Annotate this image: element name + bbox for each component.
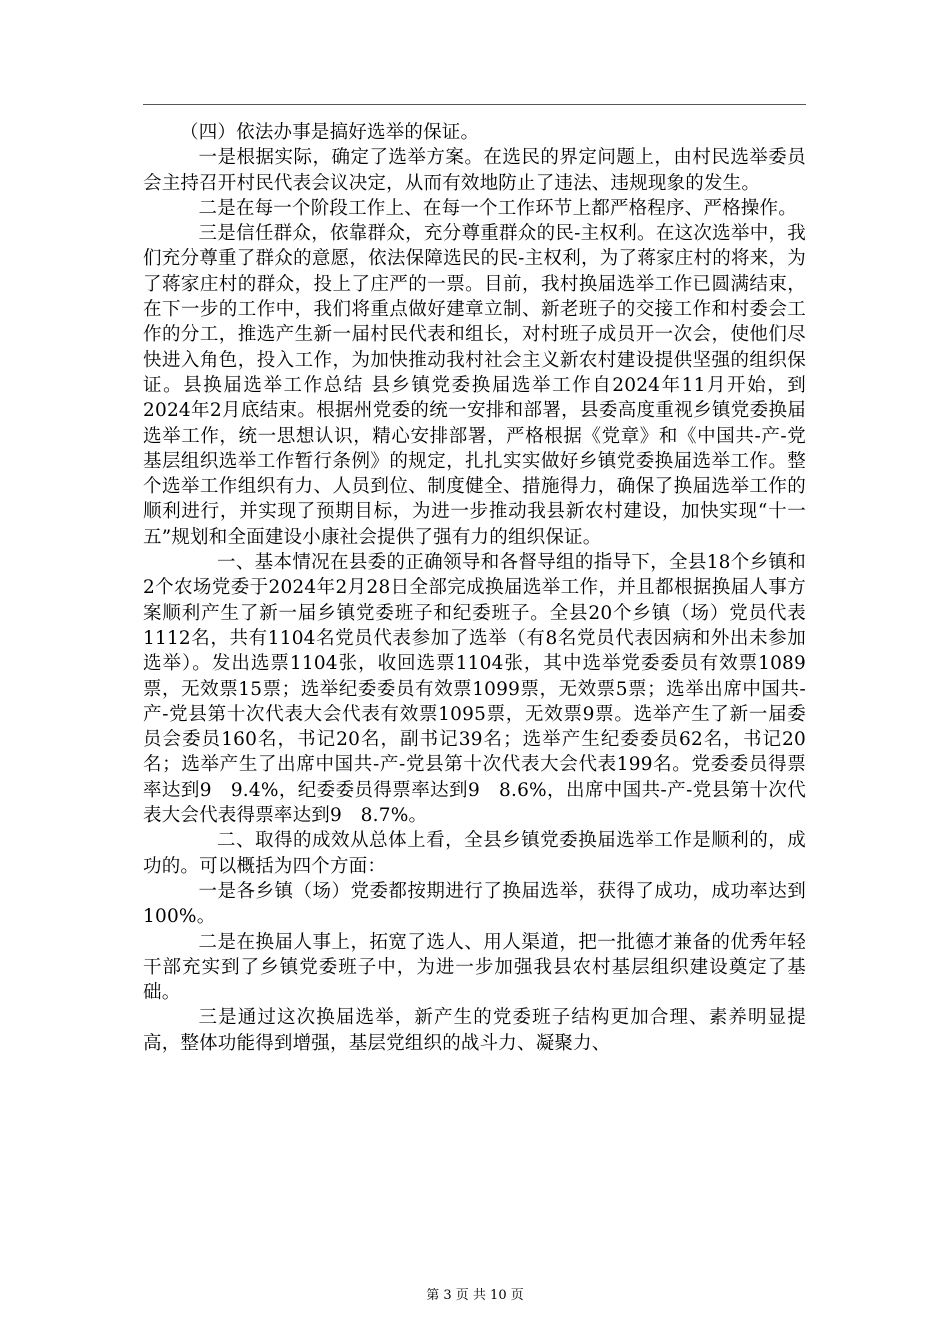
paragraph: 二是在换届人事上，拓宽了选人、用人渠道，把一批德才兼备的优秀年轻干部充实到了乡镇党委班子中，为进一步加强我县农村基层组织建设奠定了基础。: [143, 931, 806, 1004]
page-number-footer: 第 3 页 共 10 页: [426, 1288, 524, 1303]
paragraph: 一是根据实际，确定了选举方案。在选民的界定问题上，由村民选举委员会主持召开村民代表会议决定，从而有效地防止了违法、违规现象的发生。: [143, 147, 806, 194]
section-heading: （四）依法办事是搞好选举的保证。: [180, 122, 480, 143]
paragraph: 一、基本情况在县委的正确领导和各督导组的指导下，全县18个乡镇和2个农场党委于2024年2月28日全部完成换届选举工作，并且都根据换届人事方案顺利产生了新一届乡镇党委班子和纪委班子。全县20个乡镇（场）党员代表1112名，共有1104名党员代表参加了选举（有8名党员代表因病和外出未参加选举）。发出选票1104张，收回选票1104张，其中选举党委委员有效票1089票，无效票15票；选举纪委委员有效票1099票，无效票5票；选举出席中国共-产-党县第十次代表大会代表有效票1095票，无效票9票。选举产生了新一届委员会委员160名，书记20名，副书记39名；选举产生纪委委员62名，书记20名；选举产生了出席中国共-产-党县第十次代表大会代表199名。党委委员得票率达到9 9.4%，纪委委员得票率达到9 8.6%，出席中国共-产-党县第十次代表大会代表得票率达到9 8.7%。: [143, 552, 806, 827]
paragraph: 二、取得的成效从总体上看，全县乡镇党委换届选举工作是顺利的，成功的。可以概括为四个方面：: [143, 830, 806, 877]
paragraph: 二是在每一个阶段工作上、在每一个工作环节上都严格程序、严格操作。: [198, 197, 797, 219]
body-text: [143, 120, 806, 1056]
header-rule: [143, 104, 806, 105]
paragraph: 一是各乡镇（场）党委都按期进行了换届选举，获得了成功，成功率达到100%。: [143, 880, 806, 928]
paragraph: 三是通过这次换届选举，新产生的党委班子结构更加合理、素养明显提高，整体功能得到增强，基层党组织的战斗力、凝聚力、: [143, 1007, 806, 1054]
paragraph: 三是信任群众，依靠群众，充分尊重群众的民-主权利。在这次选举中，我们充分尊重了群众的意愿，依法保障选民的民-主权利，为了蒋家庄村的将来，为了蒋家庄村的群众，投上了庄严的一票。目前，我村换届选举工作已圆满结束，在下一步的工作中，我们将重点做好建章立制、新老班子的交接工作和村委会工作的分工，推选产生新一届村民代表和组长，对村班子成员开一次会，使他们尽快进入角色，投入工作，为加快推动我村社会主义新农村建设提供坚强的组织保证。县换届选举工作总结 县乡镇党委换届选举工作自2024年11月开始，到2024年2月底结束。根据州党委的统一安排和部署，县委高度重视乡镇党委换届选举工作，统一思想认识，精心安排部署，严格根据《党章》和《中国共-产-党基层组织选举工作暂行条例》的规定，扎扎实实做好乡镇党委换届选举工作。整个选举工作组织有力、人员到位、制度健全、措施得力，确保了换届选举工作的顺利进行，并实现了预期目标，为进一步推动我县新农村建设，加快实现“十一五”规划和全面建设小康社会提供了强有力的组织保证。: [143, 223, 806, 548]
